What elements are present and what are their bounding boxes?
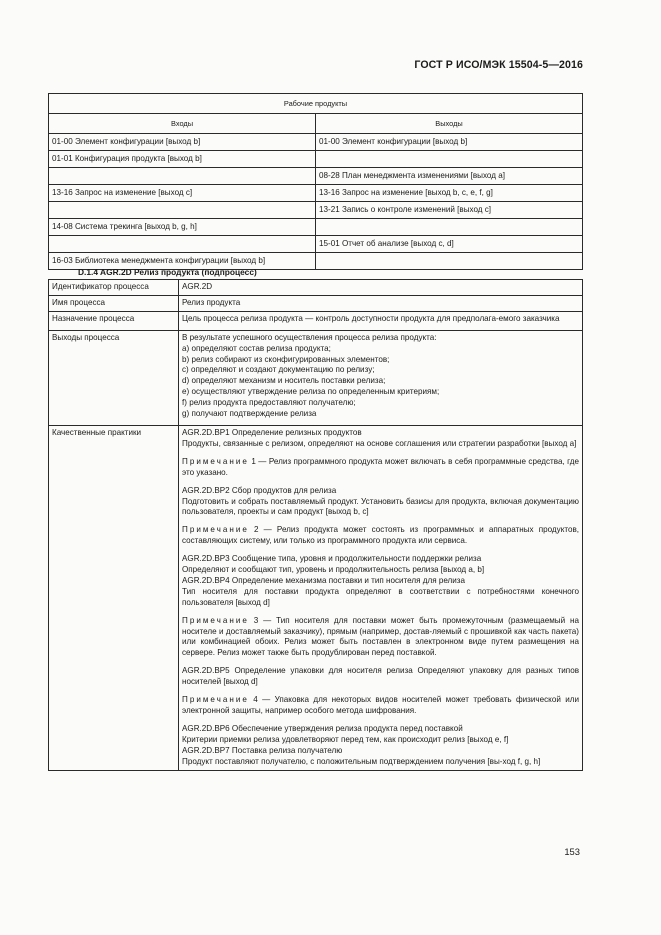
output-cell bbox=[316, 219, 583, 236]
note-1-text: 1 — Релиз программного продукта может включать в себя программные средства, где это указано. bbox=[182, 456, 579, 477]
process-outcomes-row bbox=[49, 330, 583, 425]
outcomes-intro: В результате успешного осуществления процесса релиза продукта: bbox=[182, 332, 437, 342]
outcome-item: e) осуществляют утверждение релиза по определенным критериям; bbox=[182, 387, 440, 397]
process-name-row bbox=[49, 295, 583, 311]
process-name-value: Релиз продукта bbox=[179, 295, 583, 311]
practice-bp3-bp4 bbox=[182, 554, 579, 609]
practice-bp6-bp7 bbox=[182, 724, 579, 768]
table-row bbox=[49, 168, 583, 185]
outcome-item: g) получают подтверждение релиза bbox=[182, 409, 317, 419]
bp1-title: AGR.2D.BP1 Определение релизных продуктов bbox=[182, 427, 362, 437]
table-row bbox=[49, 185, 583, 202]
outcome-item: a) определяют состав релиза продукта; bbox=[182, 343, 331, 353]
process-table bbox=[48, 279, 583, 771]
bp7-title: AGR.2D.BP7 Поставка релиза получателю bbox=[182, 745, 343, 755]
process-id-label: Идентификатор процесса bbox=[49, 280, 179, 296]
input-cell: 16-03 Библиотека менеджмента конфигурации [выход b] bbox=[49, 253, 316, 270]
note-3-text: 3 — Тип носителя для поставки может быть промежуточным (размещаемый на носителе и доставляемый заказчику), прямым (например, достав-ляемый с прошивкой как часть пакета) или комбинацией обоих. Релиз может быть поставлен в электронном виде путем размещения на сервере. Релиз может также быть продублирован перед поставкой. bbox=[182, 615, 579, 658]
note-4-text: 4 — Упаковка для некоторых видов носителей может требовать физической или электронной защиты, например особого метода шифрования. bbox=[182, 695, 579, 715]
bp2-title: AGR.2D.BP2 Сбор продуктов для релиза bbox=[182, 485, 337, 495]
input-cell bbox=[49, 236, 316, 253]
bp5-text: AGR.2D.BP5 Определение упаковки для носителя релиза Определяют упаковку для разных типов носителей [выход d] bbox=[182, 666, 579, 687]
note-word: Примечание bbox=[182, 615, 249, 625]
purpose-text: Цель процесса релиза продукта — контроль доступности продукта для предполага-емого заказчика bbox=[182, 313, 560, 323]
note-word: Примечание bbox=[182, 525, 249, 535]
process-purpose-value bbox=[179, 311, 583, 330]
note-2-text: 2 — Релиз продукта может состоять из программных и аппаратных продуктов, составляющих систему, или только из программного продукта или сервиса. bbox=[182, 525, 579, 546]
practice-bp5 bbox=[182, 666, 579, 688]
practices-value bbox=[179, 425, 583, 770]
practices-label: Качественные практики bbox=[49, 425, 179, 770]
practice-bp2 bbox=[182, 486, 579, 519]
bp4-title: AGR.2D.BP4 Определение механизма поставки и тип носителя для релиза bbox=[182, 575, 466, 585]
note-3 bbox=[182, 616, 579, 660]
output-cell bbox=[316, 151, 583, 168]
bp3-text: Определяют и сообщают тип, уровень и продолжительность релиза [выход a, b] bbox=[182, 565, 485, 575]
bp7-text: Продукт поставляют получателю, с положительным подтверждением получения [вы-ход f, g, h] bbox=[182, 756, 541, 766]
process-purpose-label: Назначение процесса bbox=[49, 311, 179, 330]
outcome-item: b) релиз собирают из сконфигурированных элементов; bbox=[182, 354, 390, 364]
input-cell: 01-01 Конфигурация продукта [выход b] bbox=[49, 151, 316, 168]
section-title: D.1.4 AGR.2D Релиз продукта (подпроцесс) bbox=[78, 267, 257, 277]
output-cell: 13-21 Запись о контроле изменений [выход c] bbox=[316, 202, 583, 219]
table-row bbox=[49, 236, 583, 253]
page-number: 153 bbox=[564, 846, 580, 857]
input-cell bbox=[49, 202, 316, 219]
bp6-text: Критерии приемки релиза удовлетворяют перед тем, как происходит релиз [выход e, f] bbox=[182, 734, 509, 744]
bp4-text: Тип носителя для поставки продукта определяют в соответствии с потребностями конечного пользователя [выход d] bbox=[182, 586, 579, 607]
inputs-column-header: Входы bbox=[49, 114, 316, 134]
input-cell: 01-00 Элемент конфигурации [выход b] bbox=[49, 134, 316, 151]
practice-bp1 bbox=[182, 428, 579, 450]
bp6-title: AGR.2D.BP6 Обеспечение утверждения релиза продукта перед поставкой bbox=[182, 723, 463, 733]
process-name-label: Имя процесса bbox=[49, 295, 179, 311]
standard-header: ГОСТ Р ИСО/МЭК 15504-5—2016 bbox=[414, 59, 583, 71]
process-purpose-row bbox=[49, 311, 583, 330]
work-products-caption: Рабочие продукты bbox=[49, 94, 583, 114]
bp3-title: AGR.2D.BP3 Сообщение типа, уровня и продолжительности поддержки релиза bbox=[182, 554, 482, 564]
practices-row bbox=[49, 425, 583, 770]
bp1-text: Продукты, связанные с релизом, определяют на основе соглашения или стратегии разработки [выход a] bbox=[182, 438, 577, 448]
work-products-table bbox=[48, 93, 583, 270]
table-row bbox=[49, 202, 583, 219]
table-row bbox=[49, 219, 583, 236]
bp2-text: Подготовить и собрать поставляемый продукт. Установить базисы для продукта, включая документацию пользователя, проекты и сам продукт [выход b, c] bbox=[182, 496, 579, 517]
input-cell bbox=[49, 168, 316, 185]
outcome-item: d) определяют механизм и носитель поставки релиза; bbox=[182, 376, 386, 386]
note-4 bbox=[182, 695, 579, 717]
output-cell bbox=[316, 253, 583, 270]
note-1 bbox=[182, 457, 579, 479]
output-cell: 13-16 Запрос на изменение [выход b, c, e, f, g] bbox=[316, 185, 583, 202]
table-row bbox=[49, 151, 583, 168]
table-row bbox=[49, 134, 583, 151]
note-word: Примечание bbox=[182, 456, 249, 466]
outputs-column-header: Выходы bbox=[316, 114, 583, 134]
input-cell: 13-16 Запрос на изменение [выход c] bbox=[49, 185, 316, 202]
output-cell: 08-28 План менеджмента изменениями [выход a] bbox=[316, 168, 583, 185]
output-cell: 15-01 Отчет об анализе [выход c, d] bbox=[316, 236, 583, 253]
process-id-row bbox=[49, 280, 583, 296]
note-word: Примечание bbox=[182, 695, 249, 705]
input-cell: 14-08 Система трекинга [выход b, g, h] bbox=[49, 219, 316, 236]
outcome-item: c) определяют и создают документацию по релизу; bbox=[182, 365, 375, 375]
process-outcomes-value bbox=[179, 330, 583, 425]
output-cell: 01-00 Элемент конфигурации [выход b] bbox=[316, 134, 583, 151]
process-outcomes-label: Выходы процесса bbox=[49, 330, 179, 425]
process-id-value: AGR.2D bbox=[179, 280, 583, 296]
outcome-item: f) релиз продукта предоставляют получателю; bbox=[182, 398, 356, 408]
note-2 bbox=[182, 525, 579, 547]
